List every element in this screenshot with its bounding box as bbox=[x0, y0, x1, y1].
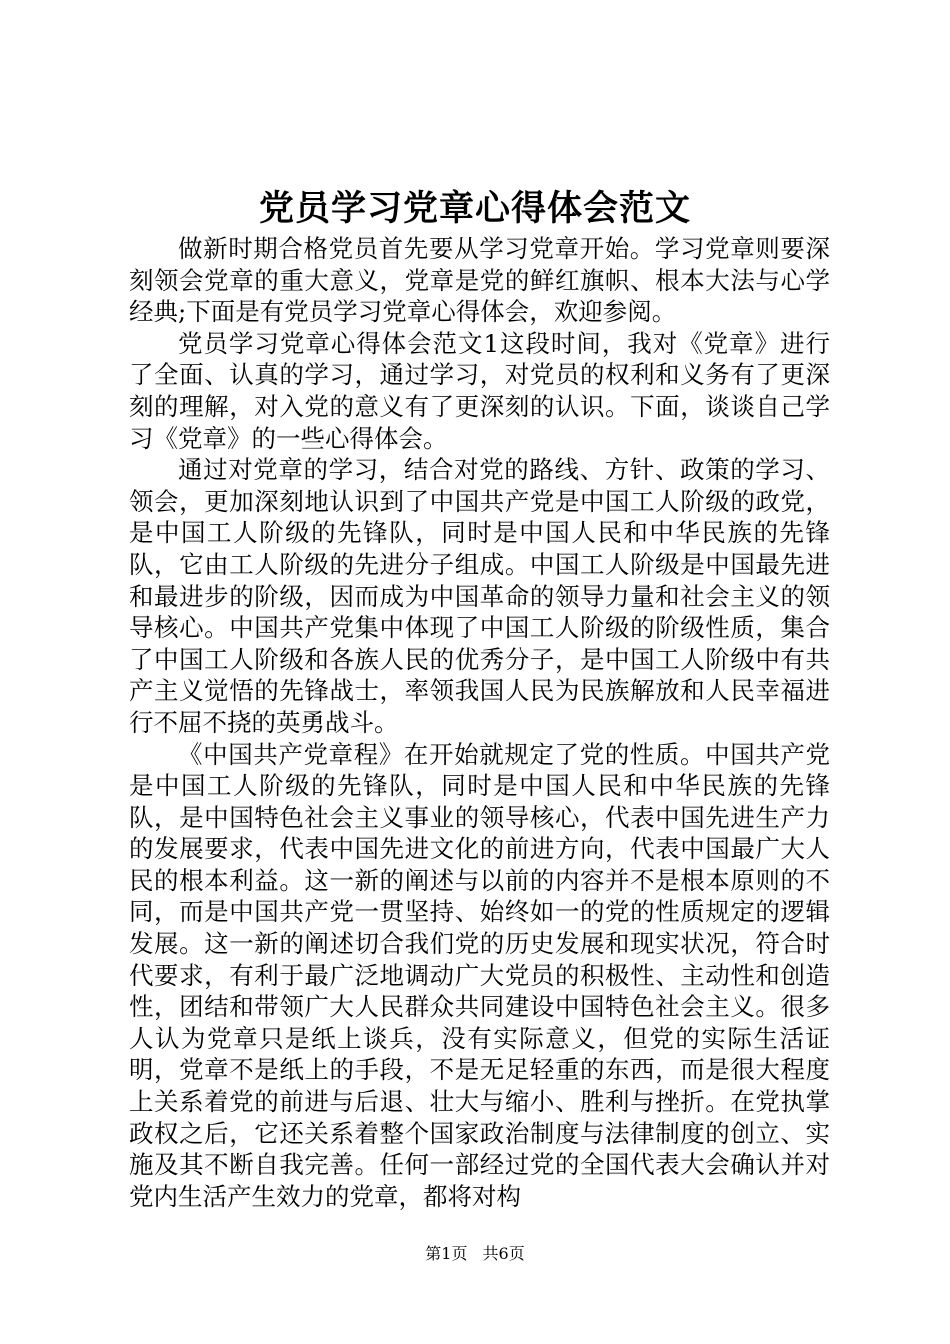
paragraph-sample-1: 党员学习党章心得体会范文1这段时间，我对《党章》进行了全面、认真的学习，通过学习，对党员的权利和义务有了更深刻的理解，对入党的意义有了更深刻的认识。下面，谈谈自己学习《党章》的一些心得体会。 bbox=[129, 328, 830, 453]
page-total: 共6页 bbox=[482, 1244, 525, 1263]
paragraph-party-nature: 通过对党章的学习，结合对党的路线、方针、政策的学习、领会，更加深刻地认识到了中国共产党是中国工人阶级的政党，是中国工人阶级的先锋队，同时是中国人民和中华民族的先锋队，它由工人阶级的先进分子组成。中国工人阶级是中国最先进和最进步的阶级，因而成为中国革命的领导力量和社会主义的领导核心。中国共产党集中体现了中国工人阶级的阶级性质，集合了中国工人阶级和各族人民的优秀分子，是中国工人阶级中有共产主义觉悟的先锋战士，率领我国人民为民族解放和人民幸福进行不屈不挠的英勇战斗。 bbox=[129, 455, 830, 737]
document-title: 党员学习党章心得体会范文 bbox=[258, 188, 691, 229]
paragraph-intro: 做新时期合格党员首先要从学习党章开始。学习党章则要深刻领会党章的重大意义，党章是党的鲜红旗帜、根本大法与心学经典;下面是有党员学习党章心得体会，欢迎参阅。 bbox=[129, 234, 830, 327]
page-number: 第1页 bbox=[425, 1244, 468, 1263]
paragraph-party-constitution: 《中国共产党章程》在开始就规定了党的性质。中国共产党是中国工人阶级的先锋队，同时是中国人民和中华民族的先锋队，是中国特色社会主义事业的领导核心，代表中国先进生产力的发展要求，代表中国先进文化的前进方向，代表中国最广大人民的根本利益。这一新的阐述与以前的内容并不是根本原则的不同，而是中国共产党一贯坚持、始终如一的党的性质规定的逻辑发展。这一新的阐述切合我们党的历史发展和现实状况，符合时代要求，有利于最广泛地调动广大党员的积极性、主动性和创造性，团结和带领广大人民群众共同建设中国特色社会主义。很多人认为党章只是纸上谈兵，没有实际意义，但党的实际生活证明，党章不是纸上的手段，不是无足轻重的东西，而是很大程度上关系着党的前进与后退、壮大与缩小、胜利与挫折。在党执掌政权之后，它还关系着整个国家政治制度与法律制度的创立、实施及其不断自我完善。任何一部经过党的全国代表大会确认并对党内生活产生效力的党章，都将对构 bbox=[129, 739, 830, 1211]
document-body bbox=[129, 233, 830, 1212]
page-footer bbox=[0, 1242, 950, 1266]
